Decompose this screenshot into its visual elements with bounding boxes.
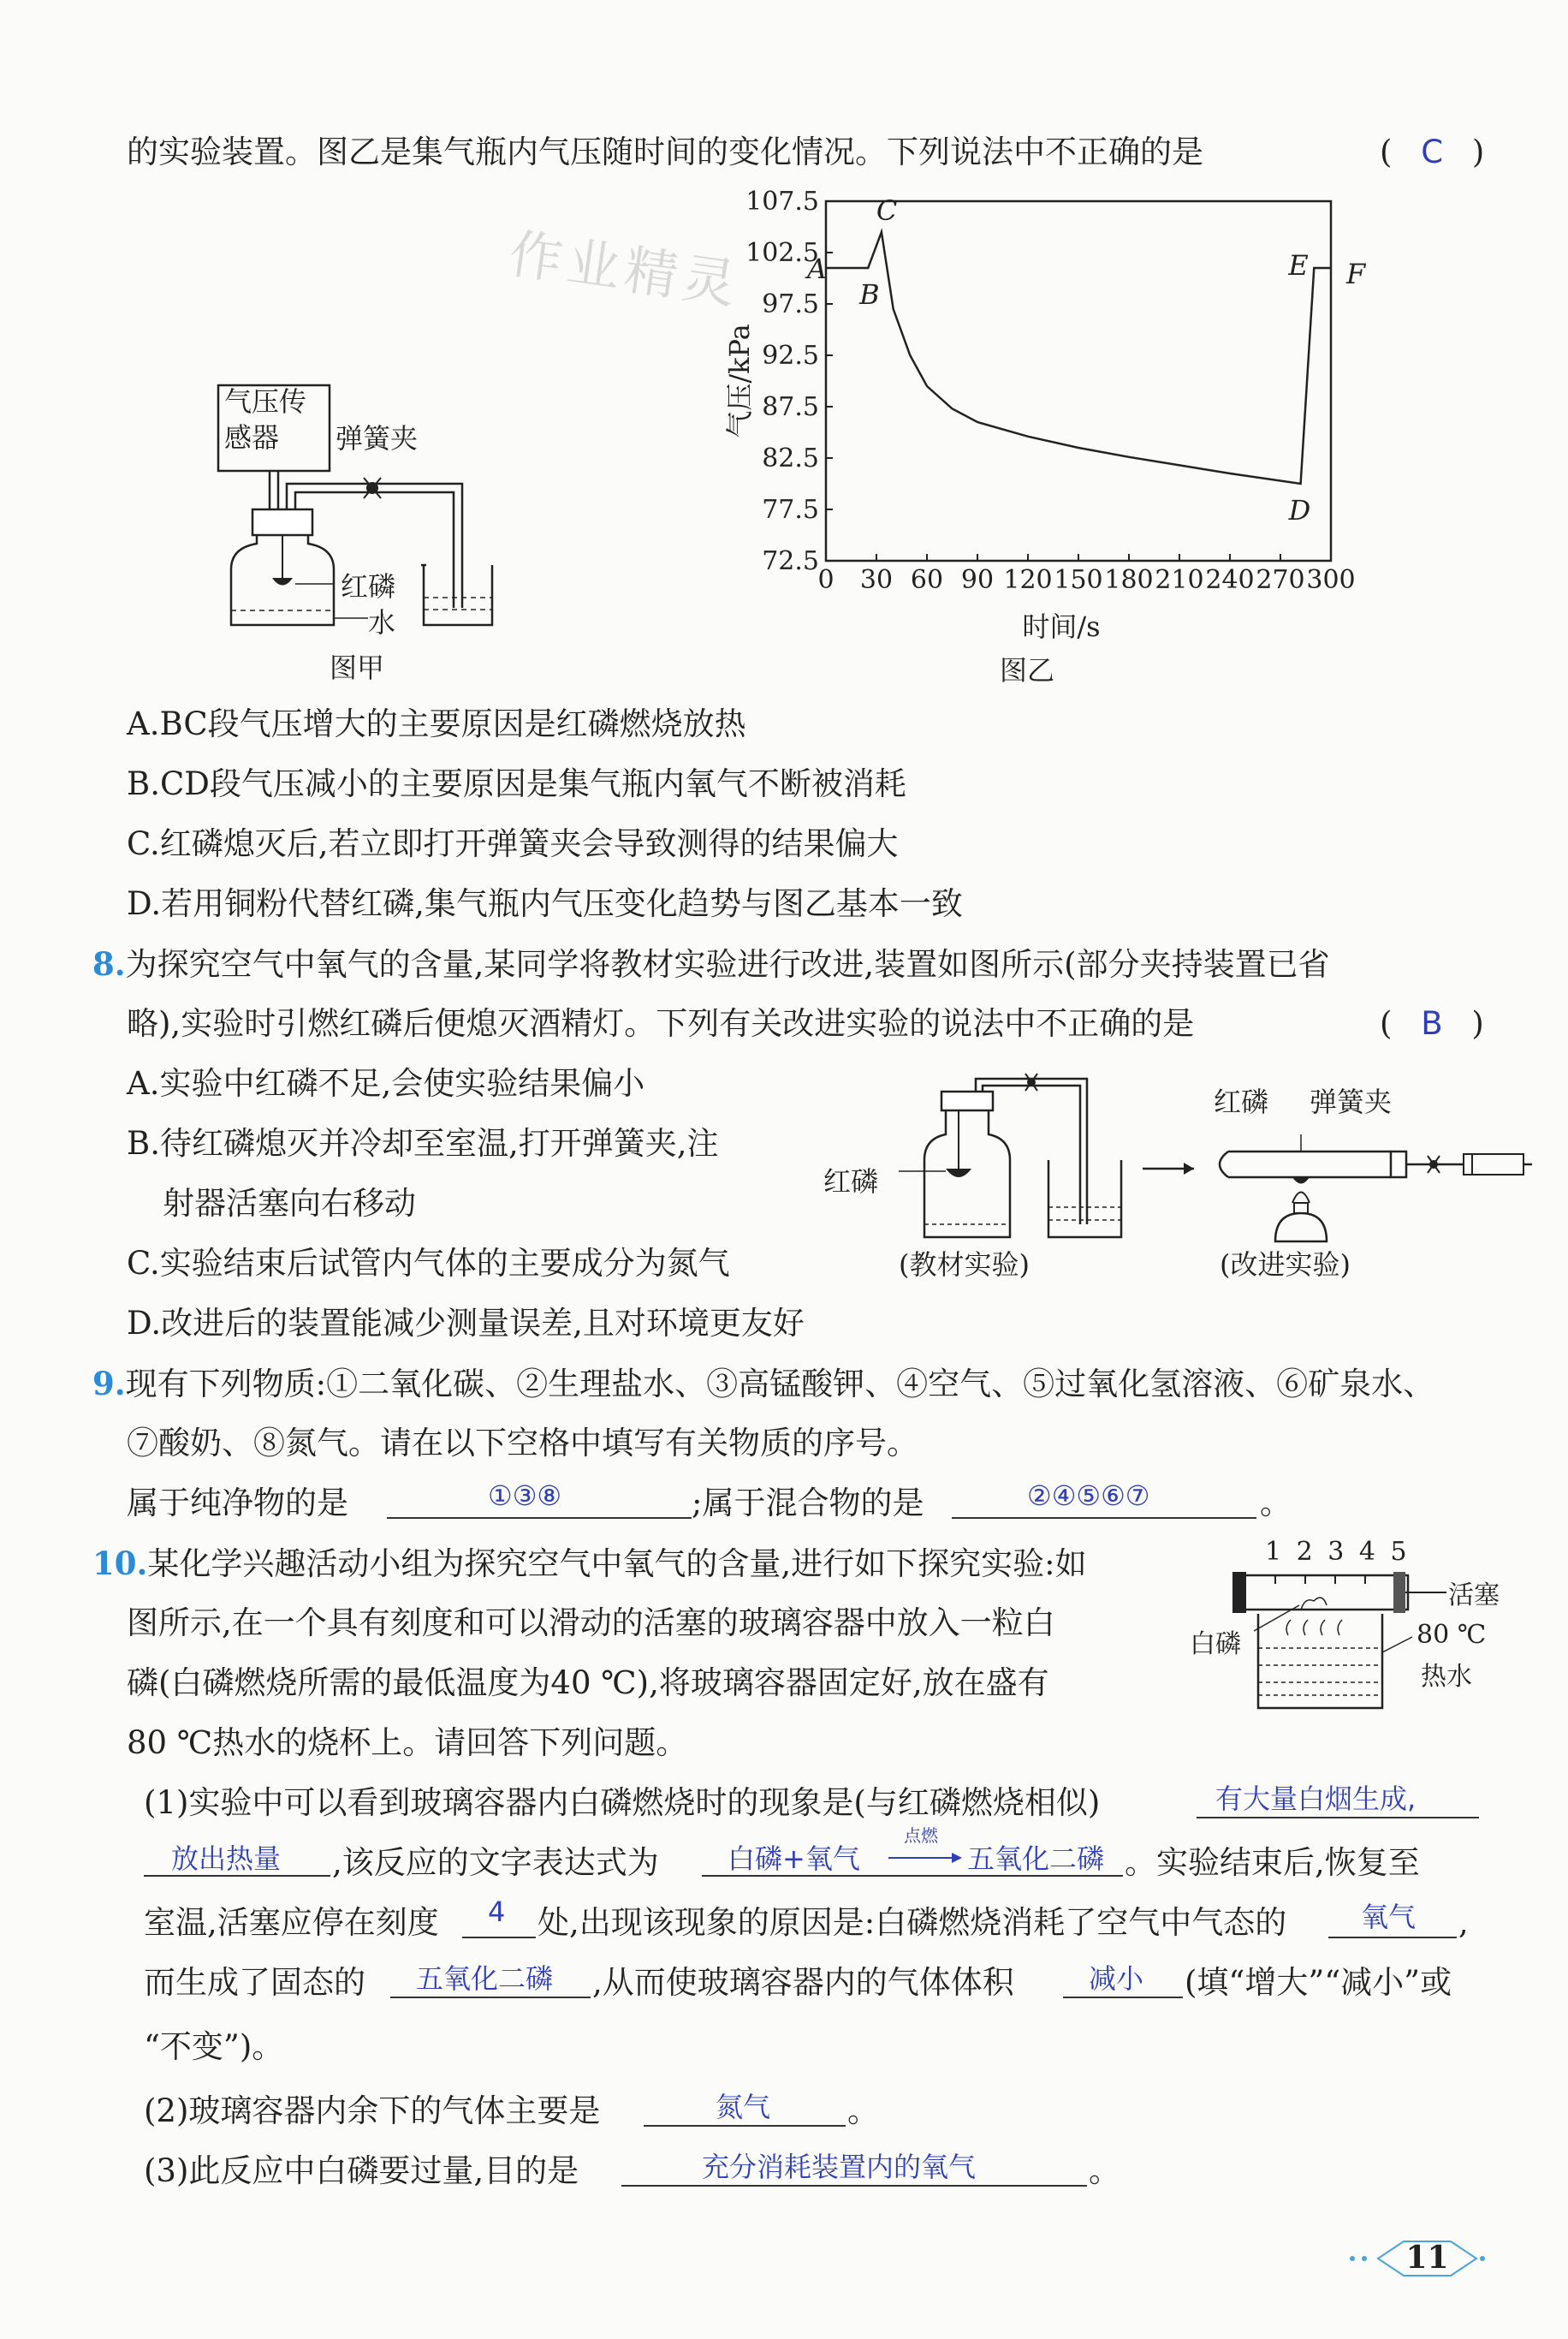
q10-p1-answer6: 减小 [1089,1962,1144,1995]
q10-line1-text: 某化学兴趣活动小组为探究空气中氧气的含量,进行如下探究实验:如 [147,1545,1087,1582]
point-label-e: E [1288,249,1309,282]
q7-answer-paren [1380,130,1484,175]
q10-white-p-label: 白磷 [1190,1629,1241,1659]
q9-number: 9. [92,1365,126,1402]
watermark: 作业精灵 [505,222,745,317]
q10-eq-left: 白磷+氧气 [728,1842,860,1875]
q8-option-c: C.实验结束后试管内气体的主要成分为氮气 [127,1245,730,1282]
x-tick-label: 270 [1256,565,1305,595]
q10-p1-blank5 [390,1997,591,1998]
q8-option-a: A.实验中红磷不足,会使实验结果偏小 [127,1065,645,1102]
q8-option-d: D.改进后的装置能减少测量误差,且对环境更友好 [127,1305,805,1342]
x-axis-label: 时间/s [1022,610,1101,643]
q10-p1-e: 处,出现该现象的原因是:白磷燃烧消耗了空气中气态的 [538,1904,1287,1941]
figure-b-caption: 图乙 [1000,654,1055,687]
y-tick-label: 72.5 [762,546,819,576]
q10-p1-blank6 [1063,1997,1183,1998]
pressure-curve [826,232,1331,484]
page-number: 11 [1405,2240,1449,2276]
y-tick-label: 107.5 [745,187,819,217]
q8-right-phosphorus-label: 红磷 [1214,1086,1269,1118]
q8-answer-paren [1380,1002,1484,1046]
q10-eq-right: 五氧化二磷 [967,1842,1105,1875]
paren-close: ) [1471,1005,1484,1042]
q10-number: 10. [92,1544,148,1582]
x-tick-label: 0 [817,565,834,595]
q8-clamp-label: 弹簧夹 [1310,1086,1393,1118]
x-tick-label: 180 [1104,565,1154,595]
q10-piston-label: 活塞 [1448,1580,1500,1610]
q10-p1-answer3: 4 [488,1896,506,1928]
q10-p1-b: ,该反应的文字表达式为 [332,1844,659,1881]
q10-p2-blank [644,2125,846,2127]
q8-left-phosphorus-label: 红磷 [823,1165,879,1198]
sensor-label [224,384,306,455]
q10-p1-f: , [1458,1904,1469,1941]
q9-line1 [92,1361,1434,1407]
sensor-label-line1: 气压传 [224,385,307,418]
point-label-a: A [807,253,828,285]
paren-open: ( [1380,1005,1393,1042]
q10-p1-answer4: 氧气 [1361,1901,1417,1933]
q10-p3-blank [621,2185,1087,2187]
q10-p1-a: (1)实验中可以看到玻璃容器内白磷燃烧时的现象是(与红磷燃烧相似) [144,1784,1101,1821]
y-tick-label: 102.5 [745,238,819,268]
water-label: 水 [368,606,396,639]
y-axis-label: 气压/kPa [723,324,756,438]
q10-p1-d: 室温,活塞应停在刻度 [144,1904,439,1941]
q10-p3: (3)此反应中白磷要过量,目的是 [144,2152,579,2189]
q7-option-d: D.若用铜粉代替红磷,集气瓶内气压变化趋势与图乙基本一致 [127,885,963,922]
q8-line1 [92,942,1330,987]
point-label-b: B [859,278,880,311]
q7-option-b: B.CD段气压减小的主要原因是集气瓶内氧气不断被消耗 [127,765,906,802]
q9-pure-label: 属于纯净物的是 [127,1485,348,1521]
x-tick-label: 30 [859,565,894,595]
point-label-d: D [1288,494,1311,527]
q9-pure-answer: ①③⑧ [488,1479,562,1512]
q10-p1-blank4 [1328,1937,1457,1938]
q10-p1-i: (填“增大”“减小”或 [1185,1964,1452,2001]
q7-option-c: C.红磷熄灭后,若立即打开弹簧夹会导致测得的结果偏大 [127,825,899,862]
page-number-badge [1344,2235,1489,2282]
q9-end: 。 [1260,1485,1292,1521]
q8-answer: B [1421,1005,1443,1042]
q8-line1-text: 为探究空气中氧气的含量,某同学将教材实验进行改进,装置如图所示(部分夹持装置已省 [125,946,1330,983]
q10-p1-answer1: 有大量白烟生成, [1215,1783,1417,1815]
q9-line1-text: 现有下列物质:①二氧化碳、②生理盐水、③高锰酸钾、④空气、⑤过氧化氢溶液、⑥矿泉水、 [125,1366,1435,1402]
q9-line2: ⑦酸奶、⑧氮气。请在以下空格中填写有关物质的序号。 [127,1425,918,1461]
q10-line3: 磷(白磷燃烧所需的最低温度为40 ℃),将玻璃容器固定好,放在盛有 [127,1664,1049,1701]
q8-line2: 略),实验时引燃红磷后便熄灭酒精灯。下列有关改进实验的说法中不正确的是 [127,1005,1195,1042]
q10-p3-answer: 充分消耗装置内的氧气 [702,2151,977,2183]
q9-mix-label: ;属于混合物的是 [692,1485,924,1521]
x-tick-label: 90 [960,565,995,595]
q10-p1-j: “不变”)。 [144,2028,284,2065]
y-tick-label: 87.5 [762,392,819,422]
q10-p3-end: 。 [1089,2152,1120,2189]
point-label-c: C [876,194,898,227]
q10-eq-condition: 点燃 [904,1825,938,1846]
q10-p1-answer5: 五氧化二磷 [416,1962,554,1995]
chart-frame [826,201,1331,561]
q9-pure-blank [387,1517,692,1519]
x-tick-label: 150 [1054,565,1103,595]
q10-scale: 1 2 3 4 5 [1265,1537,1411,1567]
q8-option-b1: B.待红磷熄灭并冷却至室温,打开弹簧夹,注 [127,1125,719,1162]
x-tick-label: 120 [1003,565,1053,595]
q10-p2: (2)玻璃容器内余下的气体主要是 [144,2092,601,2129]
q9-mix-blank [952,1517,1256,1519]
q8-number: 8. [92,945,126,983]
x-tick-label: 60 [910,565,944,595]
x-tick-label: 210 [1155,565,1204,595]
figure-a-caption: 图甲 [330,652,385,684]
q10-p1-g: 而生成了固态的 [144,1964,365,2001]
x-tick-label: 300 [1306,565,1356,595]
clamp-label: 弹簧夹 [336,422,419,455]
q7-option-a: A.BC段气压增大的主要原因是红磷燃烧放热 [127,705,746,742]
phosphorus-label: 红磷 [341,570,396,603]
point-label-f: F [1346,258,1366,290]
q8-caption-textbook: (教材实验) [899,1248,1030,1281]
paren-close: ) [1471,134,1485,170]
q10-hot-water-label: 热水 [1421,1662,1472,1692]
q9-mix-answer: ②④⑤⑥⑦ [1027,1479,1150,1512]
q10-p2-end: 。 [847,2092,879,2129]
q7-answer: C [1421,134,1444,170]
reaction-arrow-icon [888,1851,964,1865]
pressure-time-chart [702,184,1387,664]
q10-p2-answer: 氮气 [716,2091,771,2123]
y-tick-label: 92.5 [762,341,819,371]
q10-line4: 80 ℃热水的烧杯上。请回答下列问题。 [127,1724,688,1761]
q7-intro: 的实验装置。图乙是集气瓶内气压随时间的变化情况。下列说法中不正确的是 [127,134,1203,170]
q10-p1-answer2: 放出热量 [171,1842,282,1875]
q10-p1-h: ,从而使玻璃容器内的气体体积 [592,1964,1014,2001]
q8-caption-improved: (改进实验) [1220,1248,1351,1281]
q10-p1-blank3 [462,1937,536,1938]
paren-open: ( [1380,134,1393,170]
sensor-label-line2: 感器 [224,421,280,454]
q10-line1 [92,1541,1087,1586]
y-tick-label: 82.5 [762,443,819,473]
q10-p1-c: 。实验结束后,恢复至 [1125,1844,1420,1881]
y-tick-label: 77.5 [762,495,819,525]
x-tick-label: 240 [1205,565,1255,595]
q10-temp-label: 80 ℃ [1417,1620,1487,1650]
q8-option-b2: 射器活塞向右移动 [163,1185,416,1222]
y-tick-label: 97.5 [762,289,819,319]
q10-line2: 图所示,在一个具有刻度和可以滑动的活塞的玻璃容器中放入一粒白 [127,1604,1055,1641]
q10-p1-blank1 [1197,1817,1479,1818]
